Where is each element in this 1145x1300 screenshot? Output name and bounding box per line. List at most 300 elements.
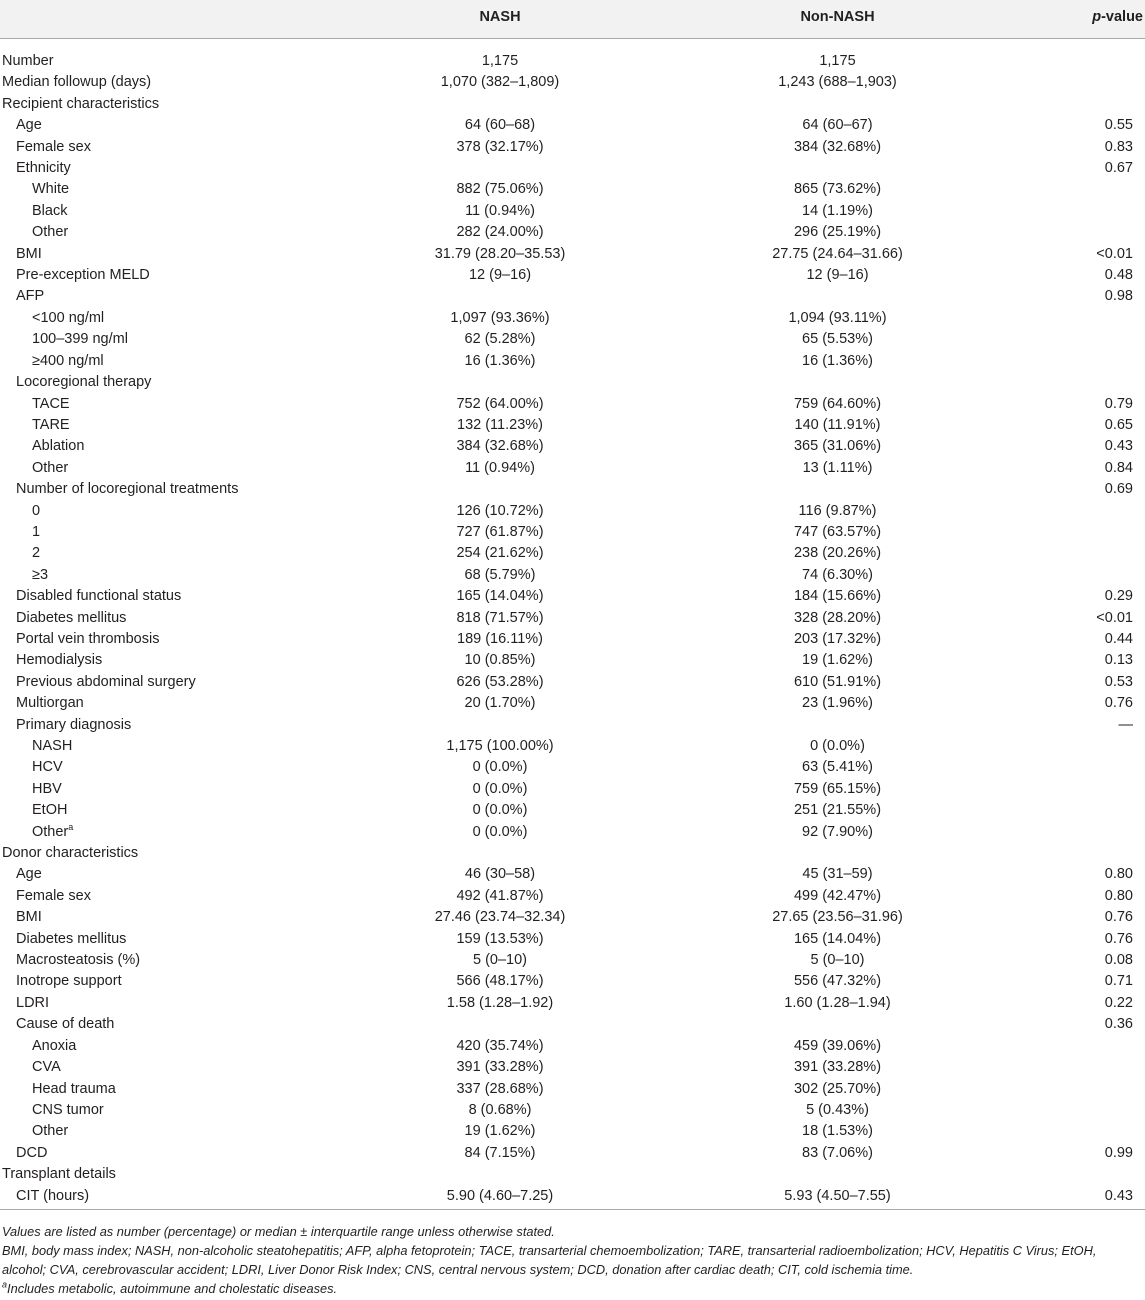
cell-nash — [330, 286, 670, 307]
row-label-text: CIT (hours) — [16, 1187, 90, 1204]
cell-non-nash: 74 (6.30%) — [802, 566, 873, 583]
row-label — [0, 501, 330, 522]
table-row — [0, 886, 1145, 907]
cell-p-value: 0.79 — [1104, 395, 1133, 412]
row-label-text: 100–399 ng/ml — [32, 331, 128, 348]
row-label — [0, 779, 330, 800]
cell-non-nash: 1,094 (93.11%) — [788, 309, 887, 326]
row-label-text: 2 — [32, 545, 41, 562]
cell-non-nash: 328 (28.20%) — [793, 609, 882, 626]
row-label — [0, 757, 330, 778]
row-label — [0, 436, 330, 457]
row-label — [0, 693, 330, 714]
cell-non-nash — [670, 286, 1005, 307]
row-label-text: BMI — [16, 245, 42, 262]
row-label-text: Female sex — [16, 887, 91, 904]
row-label-text: Disabled functional status — [16, 588, 182, 605]
row-label — [0, 843, 330, 864]
cell-non-nash — [670, 843, 1005, 864]
cell-p-value — [1005, 94, 1145, 115]
table-row — [0, 201, 1145, 222]
footnote-a-text: Includes metabolic, autoimmune and cholestatic diseases. — [7, 1281, 338, 1296]
table-row — [0, 158, 1145, 179]
cell-non-nash: 759 (64.60%) — [793, 395, 882, 412]
cell-nash: 84 (7.15%) — [464, 1144, 536, 1161]
table-row — [0, 1164, 1145, 1185]
row-label — [0, 1186, 330, 1210]
table-row — [0, 629, 1145, 650]
table-row — [0, 1143, 1145, 1164]
cell-non-nash — [670, 479, 1005, 500]
cell-non-nash — [670, 372, 1005, 393]
cell-non-nash: 27.65 (23.56–31.96) — [772, 909, 903, 926]
row-label-text: Age — [16, 117, 42, 134]
table-row — [0, 950, 1145, 971]
cell-non-nash: 391 (33.28%) — [793, 1059, 882, 1076]
table-row — [0, 415, 1145, 436]
cell-non-nash: 64 (60–67) — [802, 117, 873, 134]
row-label-text: HCV — [32, 759, 63, 776]
cell-non-nash: 45 (31–59) — [802, 866, 873, 883]
cell-non-nash: 16 (1.36%) — [802, 352, 873, 369]
table-row — [0, 522, 1145, 543]
table-row — [0, 586, 1145, 607]
cell-nash: 254 (21.62%) — [456, 545, 544, 562]
row-label-text: Black — [32, 202, 68, 219]
cell-non-nash: 238 (20.26%) — [793, 545, 882, 562]
cell-p-value: 0.55 — [1104, 117, 1133, 134]
cell-non-nash: 140 (11.91%) — [794, 416, 881, 433]
row-label — [0, 1036, 330, 1057]
row-label — [0, 244, 330, 265]
row-label — [0, 458, 330, 479]
row-label — [0, 39, 330, 73]
footnote-a-marker: a — [2, 1279, 8, 1290]
cell-non-nash: 19 (1.62%) — [802, 652, 873, 669]
cell-p-value — [1005, 329, 1145, 350]
table-row — [0, 1100, 1145, 1121]
cell-non-nash: 83 (7.06%) — [802, 1144, 873, 1161]
cell-p-value — [1005, 822, 1145, 843]
cell-nash: 16 (1.36%) — [464, 352, 536, 369]
cell-p-value — [1005, 736, 1145, 757]
table-row — [0, 843, 1145, 864]
row-label-text: Primary diagnosis — [16, 716, 132, 733]
table-row — [0, 436, 1145, 457]
row-label-text: ≥3 — [32, 566, 49, 583]
cell-nash: 27.46 (23.74–32.34) — [434, 909, 566, 926]
cell-p-value — [1005, 843, 1145, 864]
cell-nash — [330, 1164, 670, 1185]
header-non-nash: Non-NASH — [670, 0, 1005, 39]
cell-non-nash: 27.75 (24.64–31.66) — [772, 245, 903, 262]
cell-p-value — [1005, 1164, 1145, 1185]
row-label-text: <100 ng/ml — [32, 309, 105, 326]
cell-non-nash: 302 (25.70%) — [793, 1080, 882, 1097]
table-row — [0, 650, 1145, 671]
table-row — [0, 479, 1145, 500]
cell-nash: 492 (41.87%) — [456, 887, 544, 904]
cell-p-value: 0.08 — [1104, 952, 1133, 969]
cell-p-value — [1005, 72, 1145, 93]
row-label-text: CNS tumor — [32, 1101, 104, 1118]
cell-nash: 11 (0.94%) — [465, 202, 535, 219]
row-label — [0, 1100, 330, 1121]
cell-non-nash: 14 (1.19%) — [802, 202, 873, 219]
cell-non-nash: 365 (31.06%) — [793, 438, 882, 455]
row-label — [0, 565, 330, 586]
cell-non-nash: 296 (25.19%) — [793, 224, 882, 241]
cell-p-value: 0.22 — [1104, 994, 1133, 1011]
cell-nash — [330, 843, 670, 864]
row-label-text: EtOH — [32, 802, 68, 819]
row-label-text: Portal vein thrombosis — [16, 630, 160, 647]
cell-p-value: 0.98 — [1104, 288, 1133, 305]
row-label — [0, 929, 330, 950]
cell-nash: 31.79 (28.20–35.53) — [434, 245, 566, 262]
cell-nash: 132 (11.23%) — [457, 416, 543, 433]
cell-nash: 62 (5.28%) — [464, 331, 536, 348]
cell-nash: 5.90 (4.60–7.25) — [330, 1186, 670, 1210]
cell-nash — [330, 158, 670, 179]
table-row — [0, 1036, 1145, 1057]
cell-nash: 46 (30–58) — [464, 866, 536, 883]
row-label — [0, 415, 330, 436]
row-label-text: CVA — [32, 1059, 61, 1076]
cell-non-nash: 759 (65.15%) — [793, 780, 882, 797]
table-row — [0, 308, 1145, 329]
cell-p-value — [1005, 351, 1145, 372]
table-row — [0, 72, 1145, 93]
cell-nash: 391 (33.28%) — [456, 1059, 544, 1076]
cell-p-value — [1005, 800, 1145, 821]
cell-non-nash: 0 (0.0%) — [810, 738, 865, 754]
cell-nash: 126 (10.72%) — [456, 502, 544, 519]
table-row — [0, 1014, 1145, 1035]
row-label — [0, 265, 330, 286]
cell-p-value: 0.65 — [1104, 416, 1133, 433]
header-nash: NASH — [330, 0, 670, 39]
cell-p-value — [1005, 565, 1145, 586]
cell-p-value — [1005, 1036, 1145, 1057]
cell-p-value — [1005, 1079, 1145, 1100]
cell-nash: 337 (28.68%) — [456, 1080, 544, 1097]
cell-non-nash: 556 (47.32%) — [793, 973, 882, 990]
cell-nash: 11 (0.94%) — [465, 459, 535, 476]
cell-p-value: 0.36 — [1104, 1016, 1133, 1033]
cell-p-value — [1005, 1100, 1145, 1121]
row-label — [0, 179, 330, 200]
table-row — [0, 993, 1145, 1014]
cell-nash: 5 (0–10) — [472, 952, 527, 969]
row-label — [0, 650, 330, 671]
cell-p-value: 0.48 — [1104, 267, 1133, 284]
row-label — [0, 543, 330, 564]
cell-p-value: 0.43 — [1005, 1186, 1145, 1210]
cell-non-nash: 384 (32.68%) — [793, 138, 882, 155]
cell-non-nash: 5 (0–10) — [810, 952, 865, 969]
row-label-text: White — [32, 181, 70, 198]
table-row — [0, 265, 1145, 286]
cell-nash: 0 (0.0%) — [472, 759, 528, 776]
table-row — [0, 222, 1145, 243]
table-row — [0, 693, 1145, 714]
cell-p-value: 0.76 — [1104, 695, 1133, 712]
table-row — [0, 94, 1145, 115]
table-row — [0, 1121, 1145, 1142]
cell-p-value: 0.69 — [1104, 481, 1133, 498]
cell-nash: 0 (0.0%) — [472, 823, 528, 840]
row-label-text: LDRI — [16, 994, 50, 1011]
table-row — [0, 1057, 1145, 1078]
row-label — [0, 629, 330, 650]
row-label — [0, 672, 330, 693]
cell-p-value — [1005, 179, 1145, 200]
row-label-text: Previous abdominal surgery — [16, 673, 196, 690]
row-label — [0, 1164, 330, 1185]
cell-non-nash — [670, 1014, 1005, 1035]
row-label-text: TACE — [32, 395, 70, 412]
cell-p-value: 0.29 — [1104, 588, 1133, 605]
cell-non-nash: 23 (1.96%) — [802, 695, 873, 712]
row-label — [0, 886, 330, 907]
row-label — [0, 222, 330, 243]
table-row — [0, 971, 1145, 992]
row-label — [0, 479, 330, 500]
cell-non-nash: 116 (9.87%) — [798, 502, 877, 519]
row-label-text: Cause of death — [16, 1016, 115, 1033]
cell-non-nash: 92 (7.90%) — [802, 823, 873, 840]
row-label-text: Donor characteristics — [2, 845, 139, 862]
table-row — [0, 929, 1145, 950]
row-label — [0, 864, 330, 885]
table-row — [0, 907, 1145, 928]
header-label-column — [0, 0, 330, 39]
row-label — [0, 351, 330, 372]
row-label — [0, 137, 330, 158]
row-label-text: 1 — [32, 523, 41, 540]
row-label — [0, 715, 330, 736]
row-label — [0, 372, 330, 393]
row-label — [0, 586, 330, 607]
cell-nash: 566 (48.17%) — [456, 973, 544, 990]
row-label-text: Number of locoregional treatments — [16, 481, 239, 498]
header-p-value — [1005, 0, 1145, 39]
table-body — [0, 39, 1145, 1210]
table-row — [0, 864, 1145, 885]
cell-nash: 10 (0.85%) — [464, 652, 536, 669]
footnote-a — [2, 1279, 1142, 1298]
cell-p-value — [1005, 1121, 1145, 1142]
table-footnotes — [2, 1222, 1142, 1298]
cell-p-value — [1005, 308, 1145, 329]
cell-p-value: 0.67 — [1104, 160, 1133, 177]
cell-non-nash: 499 (42.47%) — [793, 887, 882, 904]
cell-p-value: 0.44 — [1104, 630, 1133, 647]
table-header — [0, 0, 1145, 39]
row-label-text: Transplant details — [2, 1166, 116, 1183]
cell-p-value: 0.76 — [1104, 909, 1133, 926]
row-label — [0, 394, 330, 415]
row-label — [0, 72, 330, 93]
table-row — [0, 39, 1145, 73]
row-label — [0, 94, 330, 115]
table-row — [0, 329, 1145, 350]
cell-non-nash: 12 (9–16) — [806, 267, 869, 284]
table-row — [0, 458, 1145, 479]
table-row — [0, 137, 1145, 158]
cell-p-value — [1005, 501, 1145, 522]
cell-nash: 384 (32.68%) — [456, 438, 544, 455]
row-label-text: Recipient characteristics — [2, 95, 160, 112]
row-label-text: Ethnicity — [16, 160, 71, 177]
row-label-text: 0 — [32, 502, 41, 519]
row-label — [0, 736, 330, 757]
footnote-values-note: Values are listed as number (percentage) or median ± interquartile range unless otherwise stated. — [2, 1224, 555, 1239]
cell-p-value: 0.71 — [1104, 973, 1133, 990]
row-label-text: Other — [32, 1123, 69, 1140]
cell-nash: 0 (0.0%) — [472, 802, 528, 819]
cell-p-value — [1005, 757, 1145, 778]
table-row — [0, 757, 1145, 778]
cell-nash: 1.58 (1.28–1.92) — [446, 994, 554, 1011]
table-row — [0, 715, 1145, 736]
row-label — [0, 822, 330, 843]
cell-nash: 752 (64.00%) — [456, 395, 544, 412]
header-row — [0, 0, 1145, 39]
cell-non-nash: 865 (73.62%) — [793, 181, 882, 198]
cell-p-value: 0.99 — [1104, 1144, 1133, 1161]
row-label-text: Female sex — [16, 138, 91, 155]
row-label — [0, 522, 330, 543]
cell-p-value: <0.01 — [1096, 245, 1133, 262]
table-row — [0, 1186, 1145, 1210]
cell-p-value: — — [1118, 716, 1133, 733]
cell-non-nash: 5 (0.43%) — [806, 1101, 869, 1118]
cell-non-nash: 1.60 (1.28–1.94) — [784, 994, 891, 1011]
cell-nash — [330, 715, 670, 736]
table-row — [0, 351, 1145, 372]
cell-p-value — [1005, 543, 1145, 564]
row-label-text: TARE — [32, 416, 70, 433]
cell-nash — [330, 479, 670, 500]
row-label-text: Hemodialysis — [16, 652, 103, 669]
header-p-italic: p — [1092, 9, 1102, 25]
cell-nash: 882 (75.06%) — [456, 181, 544, 198]
footnote-abbreviations: BMI, body mass index; NASH, non-alcoholic steatohepatitis; AFP, alpha fetoprotein; TACE, transarterial chemoembolization; TARE, transarterial radioembolization; HCV, Hepatitis C Virus; EtOH, alcohol; CVA, cerebrovascular accident; LDRI, Liver Donor Risk Index; CNS, central nervous system; DCD, donation after cardiac death; CIT, cold ischemia time. — [2, 1243, 1097, 1277]
table-row — [0, 372, 1145, 393]
table-row — [0, 286, 1145, 307]
table-row — [0, 115, 1145, 136]
cell-non-nash: 165 (14.04%) — [793, 930, 882, 947]
row-label-text: DCD — [16, 1144, 48, 1161]
cell-p-value — [1005, 372, 1145, 393]
cell-non-nash: 459 (39.06%) — [793, 1037, 882, 1054]
cell-p-value — [1005, 39, 1145, 73]
row-label — [0, 993, 330, 1014]
cell-non-nash: 13 (1.11%) — [802, 459, 873, 476]
cell-p-value: 0.53 — [1104, 673, 1133, 690]
cell-p-value — [1005, 1057, 1145, 1078]
row-label — [0, 950, 330, 971]
row-label-text: Locoregional therapy — [16, 374, 152, 391]
row-label-text: Diabetes mellitus — [16, 930, 127, 947]
row-label — [0, 329, 330, 350]
row-label — [0, 201, 330, 222]
row-label — [0, 158, 330, 179]
cell-p-value: 0.43 — [1104, 438, 1133, 455]
cell-p-value: 0.80 — [1104, 887, 1133, 904]
cell-non-nash — [670, 94, 1005, 115]
table-row — [0, 565, 1145, 586]
row-label — [0, 1057, 330, 1078]
row-label-text: BMI — [16, 909, 42, 926]
table-row — [0, 672, 1145, 693]
cell-nash: 19 (1.62%) — [464, 1123, 536, 1140]
row-label — [0, 800, 330, 821]
table-row — [0, 394, 1145, 415]
table-row — [0, 608, 1145, 629]
row-label — [0, 286, 330, 307]
row-label-text: Ablation — [32, 438, 85, 455]
row-label-text: Inotrope support — [16, 973, 122, 990]
table-row — [0, 1079, 1145, 1100]
header-p-rest: -value — [1101, 9, 1143, 25]
table-row — [0, 736, 1145, 757]
cell-nash: 727 (61.87%) — [456, 523, 544, 540]
table-row — [0, 779, 1145, 800]
cell-p-value: 0.13 — [1104, 652, 1133, 669]
cell-nash: 378 (32.17%) — [456, 138, 544, 155]
cell-non-nash: 610 (51.91%) — [793, 673, 882, 690]
cell-non-nash: 1,175 — [819, 53, 856, 69]
cell-p-value: 0.84 — [1104, 459, 1133, 476]
cell-nash: 626 (53.28%) — [456, 673, 544, 690]
cell-non-nash — [670, 715, 1005, 736]
table-row — [0, 179, 1145, 200]
row-label — [0, 1014, 330, 1035]
cell-nash: 189 (16.11%) — [457, 630, 543, 647]
cell-p-value — [1005, 222, 1145, 243]
row-label-text: Head trauma — [32, 1080, 116, 1097]
row-label — [0, 308, 330, 329]
row-label-text: Anoxia — [32, 1037, 77, 1054]
cell-nash: 159 (13.53%) — [456, 930, 544, 947]
row-label-text: Pre-exception MELD — [16, 267, 150, 284]
cell-nash — [330, 372, 670, 393]
table-row — [0, 800, 1145, 821]
cell-non-nash: 747 (63.57%) — [793, 523, 882, 540]
cell-p-value — [1005, 779, 1145, 800]
cell-nash: 1,175 — [481, 53, 519, 69]
row-label — [0, 608, 330, 629]
row-label — [0, 971, 330, 992]
row-label-text: ≥400 ng/ml — [32, 352, 104, 369]
table-row — [0, 244, 1145, 265]
table-row — [0, 501, 1145, 522]
row-label — [0, 1143, 330, 1164]
cell-non-nash: 1,243 (688–1,903) — [778, 74, 897, 91]
cell-p-value: 0.80 — [1104, 866, 1133, 883]
cell-nash: 420 (35.74%) — [456, 1037, 544, 1054]
row-label-text: HBV — [32, 780, 62, 797]
row-label-text: Multiorgan — [16, 695, 84, 712]
cell-p-value: 0.83 — [1104, 138, 1133, 155]
cell-non-nash: 65 (5.53%) — [802, 331, 873, 348]
row-label-text: Other — [32, 823, 69, 840]
cell-nash: 68 (5.79%) — [464, 566, 536, 583]
row-label — [0, 907, 330, 928]
